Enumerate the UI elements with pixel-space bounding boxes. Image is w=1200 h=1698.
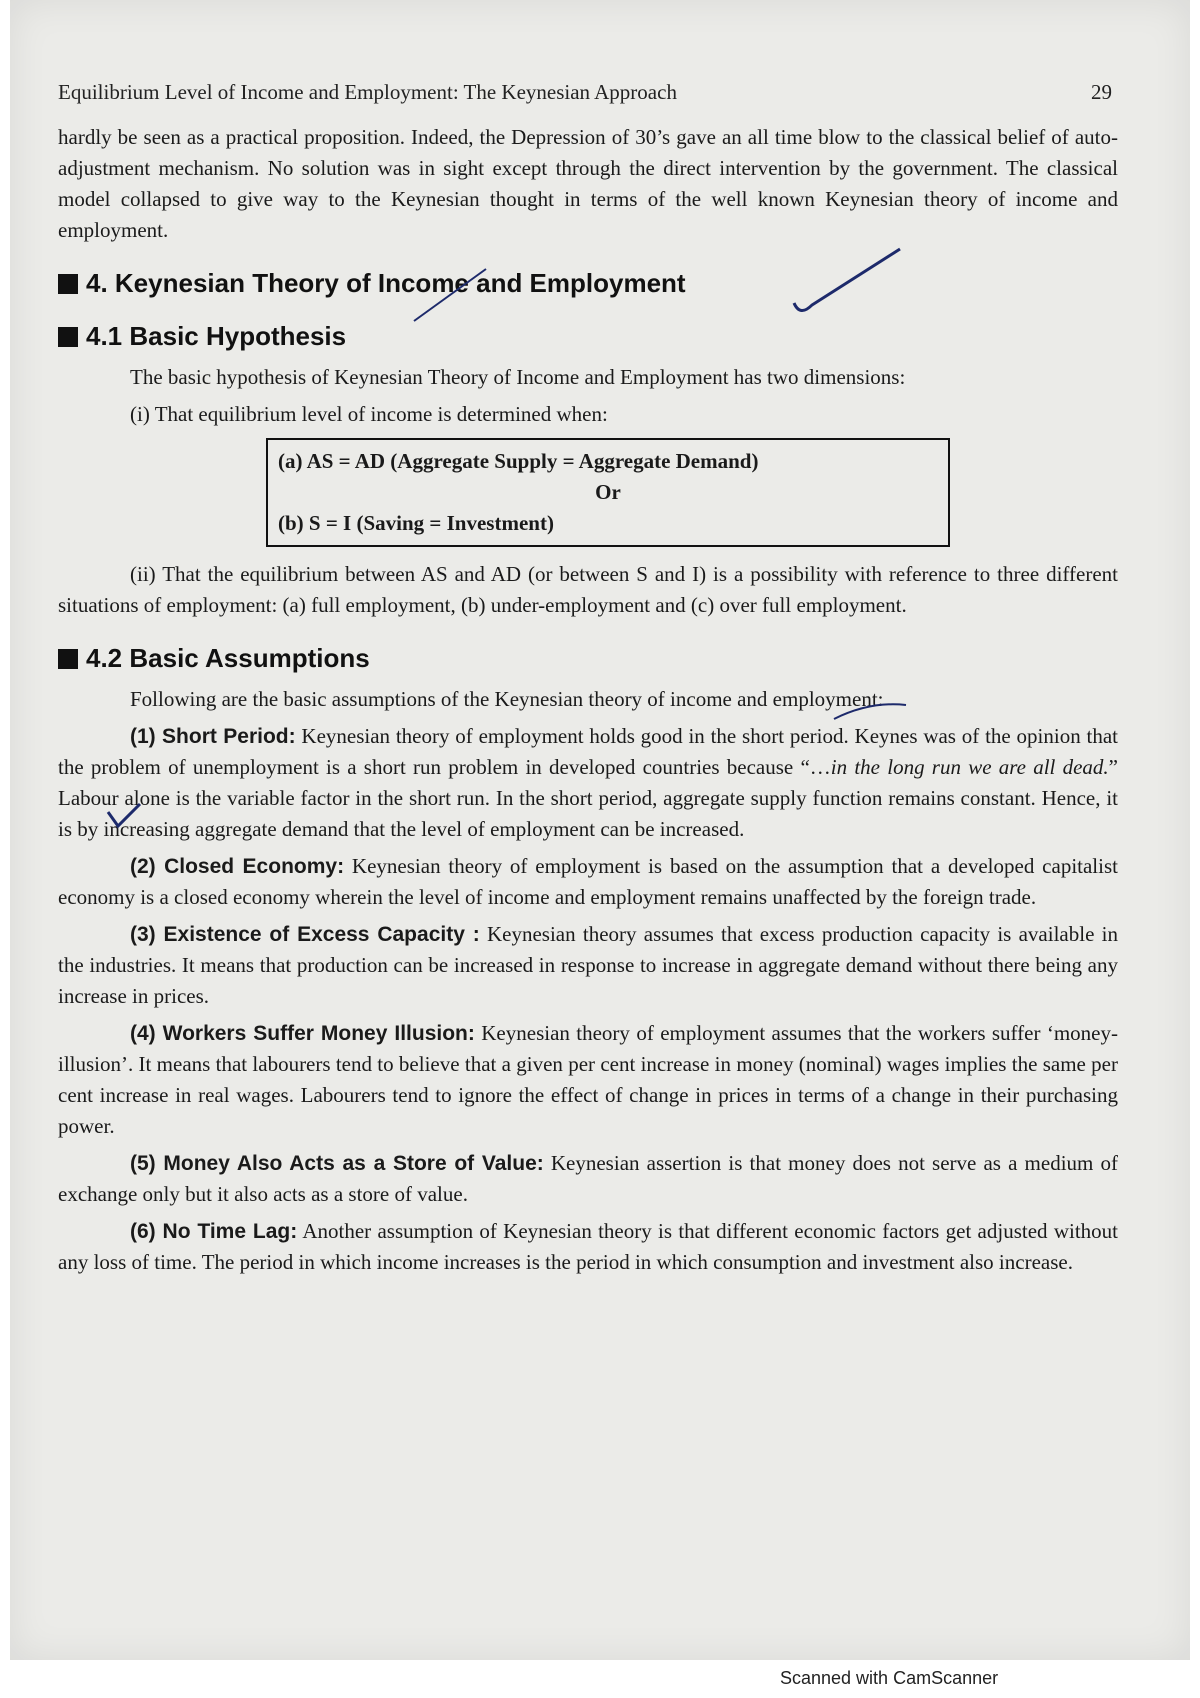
assumption-item xyxy=(58,919,1118,1012)
assumption-text: Keynesian assertion is that money does not serve as a medium of exchange only but it also acts as a store of value. xyxy=(58,1151,1118,1206)
assumption-text: ” Labour alone is the variable factor in the short run. In the short period, aggregate supply function remains constant. Hence, it is by increasing aggregate demand that the level of employment can be increased. xyxy=(58,755,1118,841)
assumption-text: Keynesian theory of employment is based on the assumption that a developed capitalist economy is a closed economy wherein the level of income and employment remains unaffected by the foreign trade. xyxy=(58,854,1118,909)
intro-paragraph: hardly be seen as a practical proposition. Indeed, the Depression of 30’s gave an all time blow to the classical belief of auto-adjustment mechanism. No solution was in sight except through the direct intervention by the government. The classical model collapsed to give way to the Keynesian thought in terms of the well known Keynesian theory of income and employment. xyxy=(58,125,1118,242)
condition-b: (b) S = I (Saving = Investment) xyxy=(278,511,554,535)
section-4-1-heading xyxy=(58,321,1118,352)
section-4-2-title: 4.2 Basic Assumptions xyxy=(86,643,370,673)
square-bullet-icon xyxy=(58,274,78,294)
running-header xyxy=(58,80,1112,105)
scanner-watermark: Scanned with CamScanner xyxy=(780,1668,999,1688)
assumption-heading: (1) Short Period: xyxy=(130,725,296,748)
hypothesis-point-1: (i) That equilibrium level of income is determined when: xyxy=(130,402,608,426)
assumption-heading: (2) Closed Economy: xyxy=(130,855,345,878)
hypothesis-intro: The basic hypothesis of Keynesian Theory of Income and Employment has two dimensions: xyxy=(130,365,906,389)
assumption-text: Keynesian theory of employment holds good in the short period. Keynes was of the opinion that the problem of unemployment is a short run problem in developed countries because “… xyxy=(58,724,1118,779)
assumption-item xyxy=(58,721,1118,845)
assumption-heading: (3) Existence of Excess Capacity : xyxy=(130,923,480,946)
assumption-heading: (6) No Time Lag: xyxy=(130,1220,298,1243)
assumptions-intro: Following are the basic assumptions of the Keynesian theory of income and employment: xyxy=(130,687,884,711)
assumption-item xyxy=(58,1216,1118,1278)
page-body xyxy=(58,122,1118,1284)
handwritten-slash-mark-icon xyxy=(410,265,490,325)
assumption-item xyxy=(58,1018,1118,1142)
assumption-heading: (5) Money Also Acts as a Store of Value: xyxy=(130,1152,544,1175)
condition-a: (a) AS = AD (Aggregate Supply = Aggregate Demand) xyxy=(278,449,759,473)
handwritten-tick-mark-icon xyxy=(790,245,910,325)
condition-or: Or xyxy=(595,480,621,504)
square-bullet-icon xyxy=(58,649,78,669)
section-4-1-title: 4.1 Basic Hypothesis xyxy=(86,321,347,351)
square-bullet-icon xyxy=(58,327,78,347)
hypothesis-point-2: (ii) That the equilibrium between AS and AD (or between S and I) is a possibility with reference to three different situations of employment: (a) full employment, (b) under-employment and (c) over full employment. xyxy=(58,562,1118,617)
assumption-text: Another assumption of Keynesian theory is that different economic factors get adjusted without any loss of time. The period in which income increases is the period in which consumption and investment also increase. xyxy=(58,1219,1118,1274)
assumption-heading: (4) Workers Suffer Money Illusion: xyxy=(130,1022,475,1045)
section-4-2-heading xyxy=(58,643,1118,674)
equation-box-wrapper xyxy=(58,438,1118,547)
assumption-item xyxy=(58,1148,1118,1210)
scanned-page xyxy=(10,0,1190,1660)
section-4-heading xyxy=(58,268,1118,299)
running-title: Equilibrium Level of Income and Employment: The Keynesian Approach xyxy=(58,80,677,104)
section-4-title: 4. Keynesian Theory of Income and Employment xyxy=(86,268,686,298)
handwritten-check-icon xyxy=(106,800,142,830)
assumption-text: Keynesian theory of employment assumes that the workers suffer ‘money-illusion’. It means that labourers tend to believe that a given per cent increase in money (nominal) wages implies the same per cent increase in real wages. Labourers tend to ignore the effect of change in prices in terms of a change in their purchasing power. xyxy=(58,1021,1118,1138)
assumption-text: Keynesian theory assumes that excess production capacity is available in the industries. It means that production can be increased in response to increase in aggregate demand without there being any increase in prices. xyxy=(58,922,1118,1008)
equilibrium-condition-box xyxy=(266,438,950,547)
page-number: 29 xyxy=(1091,80,1112,104)
keynes-quote: in the long run we are all dead. xyxy=(830,755,1109,779)
assumption-item xyxy=(58,851,1118,913)
handwritten-underline-mark-icon xyxy=(830,695,910,725)
